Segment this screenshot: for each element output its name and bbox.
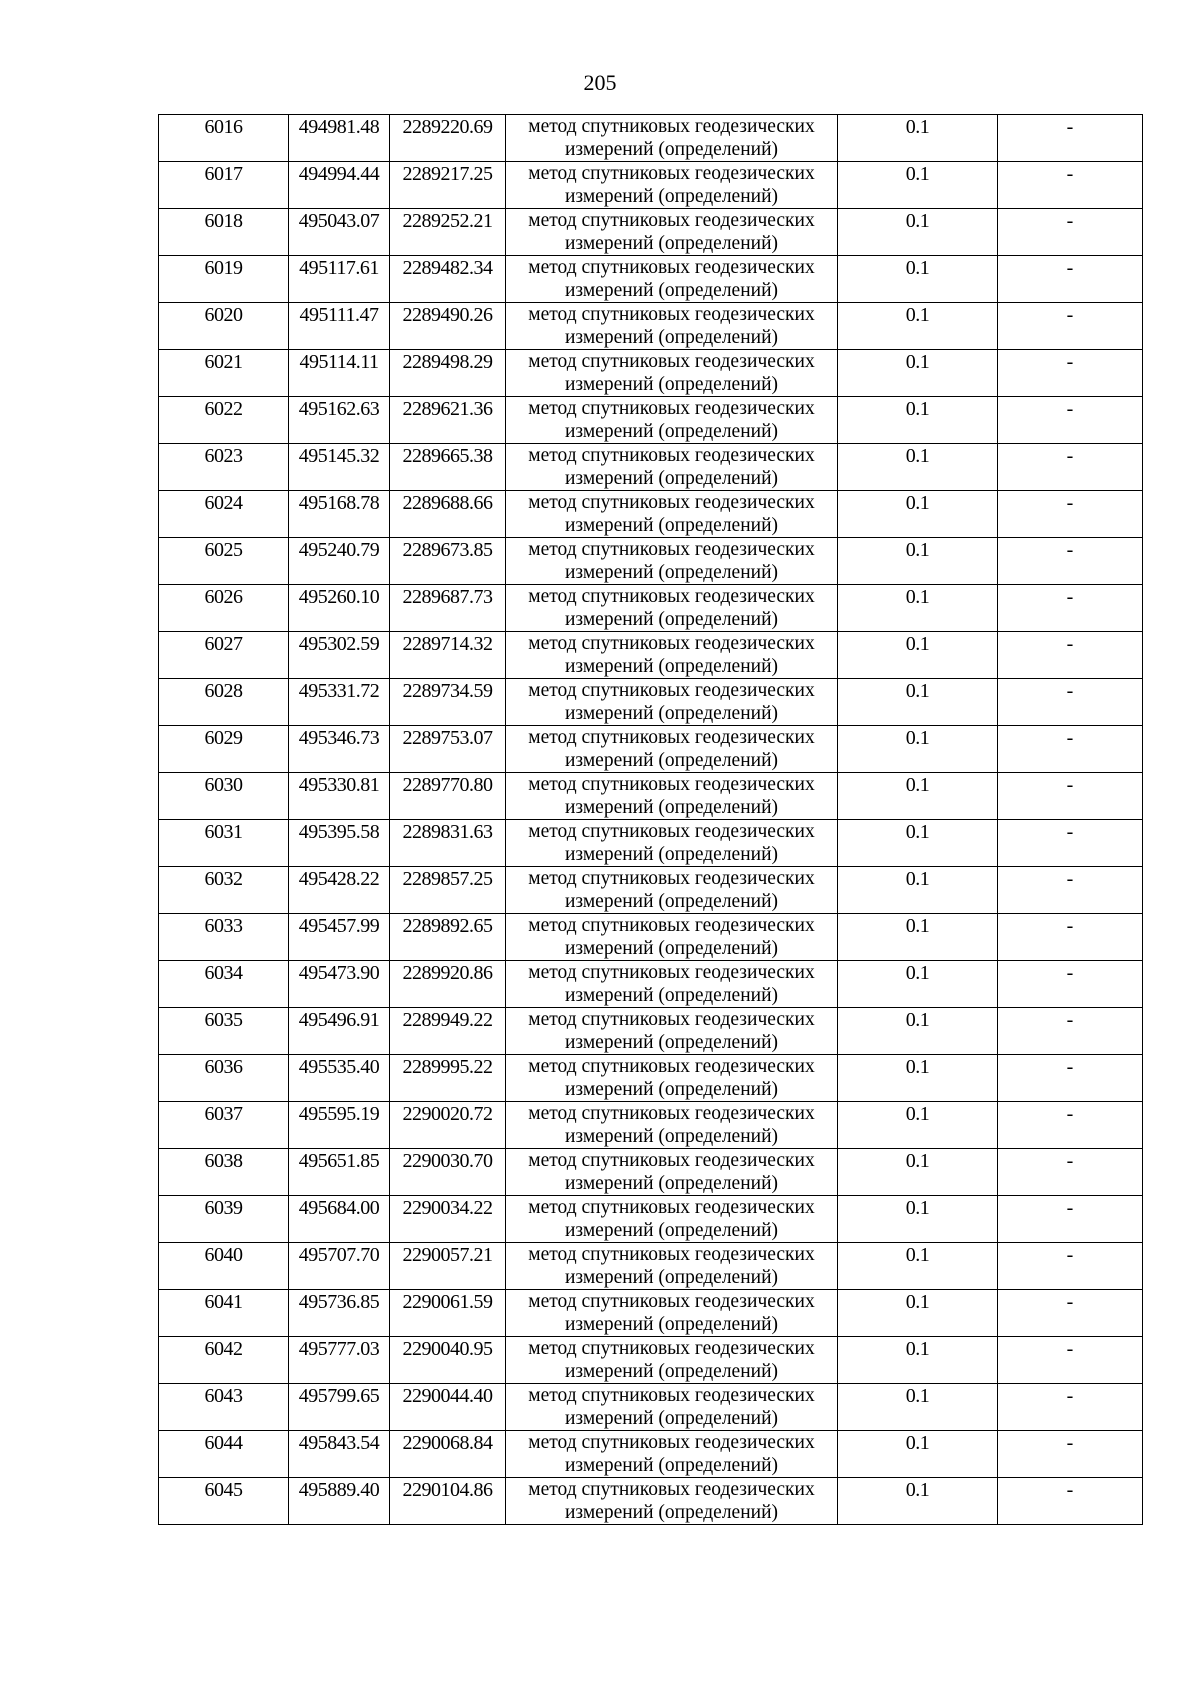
method-cell	[506, 115, 838, 162]
method-text-line-1: метод спутниковых геодезических	[528, 586, 815, 607]
table-row	[159, 303, 1143, 350]
x-coordinate-cell: 494981.48	[289, 115, 390, 162]
method-text-line-1: метод спутниковых геодезических	[528, 1291, 815, 1312]
method-text-line-2: измерений (определений)	[564, 1267, 779, 1288]
method-text-line-2: измерений (определений)	[564, 891, 779, 912]
x-coordinate-cell: 495777.03	[289, 1337, 390, 1384]
method-text-line-1: метод спутниковых геодезических	[528, 1432, 815, 1453]
method-text-line-1: метод спутниковых геодезических	[528, 680, 815, 701]
accuracy-cell: 0.1	[838, 256, 998, 303]
accuracy-cell: 0.1	[838, 1102, 998, 1149]
method-text-line-2: измерений (определений)	[564, 139, 779, 160]
method-text-line-2: измерений (определений)	[564, 468, 779, 489]
x-coordinate-cell: 495043.07	[289, 209, 390, 256]
note-cell: -	[998, 867, 1143, 914]
point-id-cell: 6035	[159, 1008, 289, 1055]
y-coordinate-cell: 2289217.25	[390, 162, 506, 209]
point-id-cell: 6021	[159, 350, 289, 397]
method-cell	[506, 632, 838, 679]
method-text-line-2: измерений (определений)	[564, 985, 779, 1006]
note-cell: -	[998, 679, 1143, 726]
table-row	[159, 632, 1143, 679]
note-cell: -	[998, 1196, 1143, 1243]
method-cell	[506, 1243, 838, 1290]
y-coordinate-cell: 2289490.26	[390, 303, 506, 350]
method-text-line-2: измерений (определений)	[564, 844, 779, 865]
method-cell	[506, 256, 838, 303]
method-cell	[506, 1102, 838, 1149]
point-id-cell: 6039	[159, 1196, 289, 1243]
note-cell: -	[998, 115, 1143, 162]
table-row	[159, 914, 1143, 961]
method-cell	[506, 397, 838, 444]
method-text-line-2: измерений (определений)	[564, 656, 779, 677]
note-cell: -	[998, 1102, 1143, 1149]
method-text-line-2: измерений (определений)	[564, 1502, 779, 1523]
point-id-cell: 6036	[159, 1055, 289, 1102]
table-row	[159, 350, 1143, 397]
point-id-cell: 6016	[159, 115, 289, 162]
point-id-cell: 6041	[159, 1290, 289, 1337]
table-row	[159, 1102, 1143, 1149]
method-cell	[506, 303, 838, 350]
x-coordinate-cell: 495240.79	[289, 538, 390, 585]
y-coordinate-cell: 2289220.69	[390, 115, 506, 162]
note-cell: -	[998, 820, 1143, 867]
method-cell	[506, 1290, 838, 1337]
accuracy-cell: 0.1	[838, 1478, 998, 1525]
method-text-line-2: измерений (определений)	[564, 938, 779, 959]
accuracy-cell: 0.1	[838, 1008, 998, 1055]
note-cell: -	[998, 397, 1143, 444]
x-coordinate-cell: 494994.44	[289, 162, 390, 209]
table-row	[159, 726, 1143, 773]
point-id-cell: 6022	[159, 397, 289, 444]
accuracy-cell: 0.1	[838, 491, 998, 538]
method-cell	[506, 961, 838, 1008]
accuracy-cell: 0.1	[838, 1196, 998, 1243]
method-text-line-1: метод спутниковых геодезических	[528, 727, 815, 748]
y-coordinate-cell: 2290030.70	[390, 1149, 506, 1196]
method-text-line-2: измерений (определений)	[564, 1314, 779, 1335]
method-cell	[506, 209, 838, 256]
method-text-line-2: измерений (определений)	[564, 1220, 779, 1241]
note-cell: -	[998, 914, 1143, 961]
coordinates-table	[158, 114, 1143, 1525]
page-number: 205	[583, 70, 617, 95]
method-text-line-1: метод спутниковых геодезических	[528, 257, 815, 278]
x-coordinate-cell: 495331.72	[289, 679, 390, 726]
x-coordinate-cell: 495168.78	[289, 491, 390, 538]
y-coordinate-cell: 2289621.36	[390, 397, 506, 444]
y-coordinate-cell: 2289857.25	[390, 867, 506, 914]
method-text-line-2: измерений (определений)	[564, 1408, 779, 1429]
y-coordinate-cell: 2289949.22	[390, 1008, 506, 1055]
table-row	[159, 256, 1143, 303]
point-id-cell: 6025	[159, 538, 289, 585]
table-row	[159, 679, 1143, 726]
x-coordinate-cell: 495889.40	[289, 1478, 390, 1525]
accuracy-cell: 0.1	[838, 585, 998, 632]
point-id-cell: 6040	[159, 1243, 289, 1290]
point-id-cell: 6019	[159, 256, 289, 303]
accuracy-cell: 0.1	[838, 209, 998, 256]
note-cell: -	[998, 632, 1143, 679]
y-coordinate-cell: 2289687.73	[390, 585, 506, 632]
method-text-line-1: метод спутниковых геодезических	[528, 539, 815, 560]
y-coordinate-cell: 2290044.40	[390, 1384, 506, 1431]
method-text-line-2: измерений (определений)	[564, 562, 779, 583]
method-text-line-1: метод спутниковых геодезических	[528, 1056, 815, 1077]
method-text-line-2: измерений (определений)	[564, 1361, 779, 1382]
table-row	[159, 1431, 1143, 1478]
point-id-cell: 6024	[159, 491, 289, 538]
point-id-cell: 6034	[159, 961, 289, 1008]
accuracy-cell: 0.1	[838, 1337, 998, 1384]
accuracy-cell: 0.1	[838, 867, 998, 914]
x-coordinate-cell: 495330.81	[289, 773, 390, 820]
table-row	[159, 1243, 1143, 1290]
method-cell	[506, 1149, 838, 1196]
method-text-line-2: измерений (определений)	[564, 515, 779, 536]
note-cell: -	[998, 1008, 1143, 1055]
y-coordinate-cell: 2289688.66	[390, 491, 506, 538]
x-coordinate-cell: 495428.22	[289, 867, 390, 914]
method-cell	[506, 867, 838, 914]
table-row	[159, 1149, 1143, 1196]
point-id-cell: 6023	[159, 444, 289, 491]
x-coordinate-cell: 495114.11	[289, 350, 390, 397]
method-cell	[506, 1196, 838, 1243]
accuracy-cell: 0.1	[838, 303, 998, 350]
x-coordinate-cell: 495473.90	[289, 961, 390, 1008]
x-coordinate-cell: 495395.58	[289, 820, 390, 867]
y-coordinate-cell: 2290068.84	[390, 1431, 506, 1478]
method-text-line-1: метод спутниковых геодезических	[528, 1479, 815, 1500]
method-text-line-2: измерений (определений)	[564, 750, 779, 771]
y-coordinate-cell: 2289252.21	[390, 209, 506, 256]
x-coordinate-cell: 495496.91	[289, 1008, 390, 1055]
point-id-cell: 6027	[159, 632, 289, 679]
y-coordinate-cell: 2290020.72	[390, 1102, 506, 1149]
note-cell: -	[998, 491, 1143, 538]
y-coordinate-cell: 2289831.63	[390, 820, 506, 867]
accuracy-cell: 0.1	[838, 914, 998, 961]
method-text-line-1: метод спутниковых геодезических	[528, 351, 815, 372]
method-text-line-1: метод спутниковых геодезических	[528, 915, 815, 936]
point-id-cell: 6031	[159, 820, 289, 867]
method-cell	[506, 726, 838, 773]
method-cell	[506, 444, 838, 491]
y-coordinate-cell: 2289892.65	[390, 914, 506, 961]
note-cell: -	[998, 1055, 1143, 1102]
method-text-line-1: метод спутниковых геодезических	[528, 398, 815, 419]
note-cell: -	[998, 256, 1143, 303]
y-coordinate-cell: 2289714.32	[390, 632, 506, 679]
method-cell	[506, 585, 838, 632]
method-text-line-2: измерений (определений)	[564, 609, 779, 630]
accuracy-cell: 0.1	[838, 961, 998, 1008]
method-text-line-2: измерений (определений)	[564, 327, 779, 348]
method-text-line-1: метод спутниковых геодезических	[528, 1244, 815, 1265]
method-cell	[506, 162, 838, 209]
method-text-line-2: измерений (определений)	[564, 1126, 779, 1147]
accuracy-cell: 0.1	[838, 1055, 998, 1102]
method-text-line-1: метод спутниковых геодезических	[528, 868, 815, 889]
accuracy-cell: 0.1	[838, 1384, 998, 1431]
accuracy-cell: 0.1	[838, 1290, 998, 1337]
accuracy-cell: 0.1	[838, 1243, 998, 1290]
y-coordinate-cell: 2289995.22	[390, 1055, 506, 1102]
point-id-cell: 6033	[159, 914, 289, 961]
point-id-cell: 6037	[159, 1102, 289, 1149]
method-text-line-2: измерений (определений)	[564, 421, 779, 442]
method-text-line-1: метод спутниковых геодезических	[528, 163, 815, 184]
note-cell: -	[998, 1149, 1143, 1196]
y-coordinate-cell: 2289498.29	[390, 350, 506, 397]
point-id-cell: 6030	[159, 773, 289, 820]
y-coordinate-cell: 2290104.86	[390, 1478, 506, 1525]
point-id-cell: 6032	[159, 867, 289, 914]
method-cell	[506, 1431, 838, 1478]
note-cell: -	[998, 1478, 1143, 1525]
method-text-line-2: измерений (определений)	[564, 703, 779, 724]
point-id-cell: 6017	[159, 162, 289, 209]
table-row	[159, 1478, 1143, 1525]
note-cell: -	[998, 303, 1143, 350]
method-cell	[506, 1384, 838, 1431]
note-cell: -	[998, 162, 1143, 209]
table-row	[159, 1055, 1143, 1102]
accuracy-cell: 0.1	[838, 773, 998, 820]
table-row	[159, 491, 1143, 538]
note-cell: -	[998, 585, 1143, 632]
x-coordinate-cell: 495843.54	[289, 1431, 390, 1478]
method-text-line-2: измерений (определений)	[564, 1079, 779, 1100]
point-id-cell: 6026	[159, 585, 289, 632]
y-coordinate-cell: 2290057.21	[390, 1243, 506, 1290]
method-cell	[506, 1055, 838, 1102]
method-text-line-1: метод спутниковых геодезических	[528, 210, 815, 231]
y-coordinate-cell: 2290040.95	[390, 1337, 506, 1384]
accuracy-cell: 0.1	[838, 444, 998, 491]
y-coordinate-cell: 2289734.59	[390, 679, 506, 726]
method-text-line-2: измерений (определений)	[564, 186, 779, 207]
method-text-line-2: измерений (определений)	[564, 374, 779, 395]
y-coordinate-cell: 2290034.22	[390, 1196, 506, 1243]
note-cell: -	[998, 773, 1143, 820]
accuracy-cell: 0.1	[838, 162, 998, 209]
table-row	[159, 961, 1143, 1008]
table-row	[159, 162, 1143, 209]
method-text-line-1: метод спутниковых геодезических	[528, 1009, 815, 1030]
point-id-cell: 6018	[159, 209, 289, 256]
point-id-cell: 6045	[159, 1478, 289, 1525]
x-coordinate-cell: 495799.65	[289, 1384, 390, 1431]
method-text-line-2: измерений (определений)	[564, 797, 779, 818]
method-text-line-2: измерений (определений)	[564, 1173, 779, 1194]
table-row	[159, 585, 1143, 632]
method-cell	[506, 491, 838, 538]
method-text-line-1: метод спутниковых геодезических	[528, 492, 815, 513]
accuracy-cell: 0.1	[838, 397, 998, 444]
table-row	[159, 538, 1143, 585]
table-row	[159, 444, 1143, 491]
accuracy-cell: 0.1	[838, 538, 998, 585]
x-coordinate-cell: 495346.73	[289, 726, 390, 773]
method-text-line-1: метод спутниковых геодезических	[528, 962, 815, 983]
method-text-line-1: метод спутниковых геодезических	[528, 633, 815, 654]
point-id-cell: 6043	[159, 1384, 289, 1431]
x-coordinate-cell: 495736.85	[289, 1290, 390, 1337]
x-coordinate-cell: 495651.85	[289, 1149, 390, 1196]
method-cell	[506, 1478, 838, 1525]
y-coordinate-cell: 2290061.59	[390, 1290, 506, 1337]
point-id-cell: 6044	[159, 1431, 289, 1478]
method-text-line-1: метод спутниковых геодезических	[528, 821, 815, 842]
table-row	[159, 867, 1143, 914]
method-text-line-1: метод спутниковых геодезических	[528, 1385, 815, 1406]
accuracy-cell: 0.1	[838, 1431, 998, 1478]
method-text-line-1: метод спутниковых геодезических	[528, 774, 815, 795]
x-coordinate-cell: 495162.63	[289, 397, 390, 444]
table-row	[159, 1196, 1143, 1243]
method-text-line-1: метод спутниковых геодезических	[528, 1103, 815, 1124]
note-cell: -	[998, 444, 1143, 491]
method-text-line-1: метод спутниковых геодезических	[528, 304, 815, 325]
y-coordinate-cell: 2289673.85	[390, 538, 506, 585]
method-cell	[506, 773, 838, 820]
point-id-cell: 6029	[159, 726, 289, 773]
method-text-line-2: измерений (определений)	[564, 233, 779, 254]
method-text-line-1: метод спутниковых геодезических	[528, 116, 815, 137]
x-coordinate-cell: 495111.47	[289, 303, 390, 350]
note-cell: -	[998, 1243, 1143, 1290]
note-cell: -	[998, 1337, 1143, 1384]
method-text-line-1: метод спутниковых геодезических	[528, 1338, 815, 1359]
method-cell	[506, 914, 838, 961]
note-cell: -	[998, 726, 1143, 773]
note-cell: -	[998, 538, 1143, 585]
accuracy-cell: 0.1	[838, 820, 998, 867]
point-id-cell: 6038	[159, 1149, 289, 1196]
table-row	[159, 820, 1143, 867]
y-coordinate-cell: 2289770.80	[390, 773, 506, 820]
accuracy-cell: 0.1	[838, 350, 998, 397]
x-coordinate-cell: 495535.40	[289, 1055, 390, 1102]
note-cell: -	[998, 350, 1143, 397]
y-coordinate-cell: 2289665.38	[390, 444, 506, 491]
method-text-line-2: измерений (определений)	[564, 280, 779, 301]
method-cell	[506, 820, 838, 867]
method-text-line-1: метод спутниковых геодезических	[528, 445, 815, 466]
y-coordinate-cell: 2289482.34	[390, 256, 506, 303]
x-coordinate-cell: 495260.10	[289, 585, 390, 632]
table-row	[159, 773, 1143, 820]
table-row	[159, 1008, 1143, 1055]
y-coordinate-cell: 2289753.07	[390, 726, 506, 773]
method-text-line-1: метод спутниковых геодезических	[528, 1197, 815, 1218]
x-coordinate-cell: 495302.59	[289, 632, 390, 679]
note-cell: -	[998, 1384, 1143, 1431]
point-id-cell: 6042	[159, 1337, 289, 1384]
method-text-line-2: измерений (определений)	[564, 1455, 779, 1476]
table-row	[159, 1384, 1143, 1431]
table-row	[159, 115, 1143, 162]
accuracy-cell: 0.1	[838, 679, 998, 726]
accuracy-cell: 0.1	[838, 632, 998, 679]
method-cell	[506, 538, 838, 585]
method-cell	[506, 679, 838, 726]
x-coordinate-cell: 495457.99	[289, 914, 390, 961]
method-text-line-2: измерений (определений)	[564, 1032, 779, 1053]
method-cell	[506, 1008, 838, 1055]
note-cell: -	[998, 209, 1143, 256]
table-row	[159, 1337, 1143, 1384]
method-cell	[506, 1337, 838, 1384]
accuracy-cell: 0.1	[838, 726, 998, 773]
x-coordinate-cell: 495595.19	[289, 1102, 390, 1149]
note-cell: -	[998, 1290, 1143, 1337]
method-text-line-1: метод спутниковых геодезических	[528, 1150, 815, 1171]
accuracy-cell: 0.1	[838, 115, 998, 162]
note-cell: -	[998, 961, 1143, 1008]
point-id-cell: 6020	[159, 303, 289, 350]
x-coordinate-cell: 495117.61	[289, 256, 390, 303]
accuracy-cell: 0.1	[838, 1149, 998, 1196]
x-coordinate-cell: 495684.00	[289, 1196, 390, 1243]
x-coordinate-cell: 495145.32	[289, 444, 390, 491]
note-cell: -	[998, 1431, 1143, 1478]
table-row	[159, 1290, 1143, 1337]
y-coordinate-cell: 2289920.86	[390, 961, 506, 1008]
point-id-cell: 6028	[159, 679, 289, 726]
x-coordinate-cell: 495707.70	[289, 1243, 390, 1290]
table-row	[159, 397, 1143, 444]
method-cell	[506, 350, 838, 397]
table-body	[159, 115, 1143, 1525]
table-row	[159, 209, 1143, 256]
